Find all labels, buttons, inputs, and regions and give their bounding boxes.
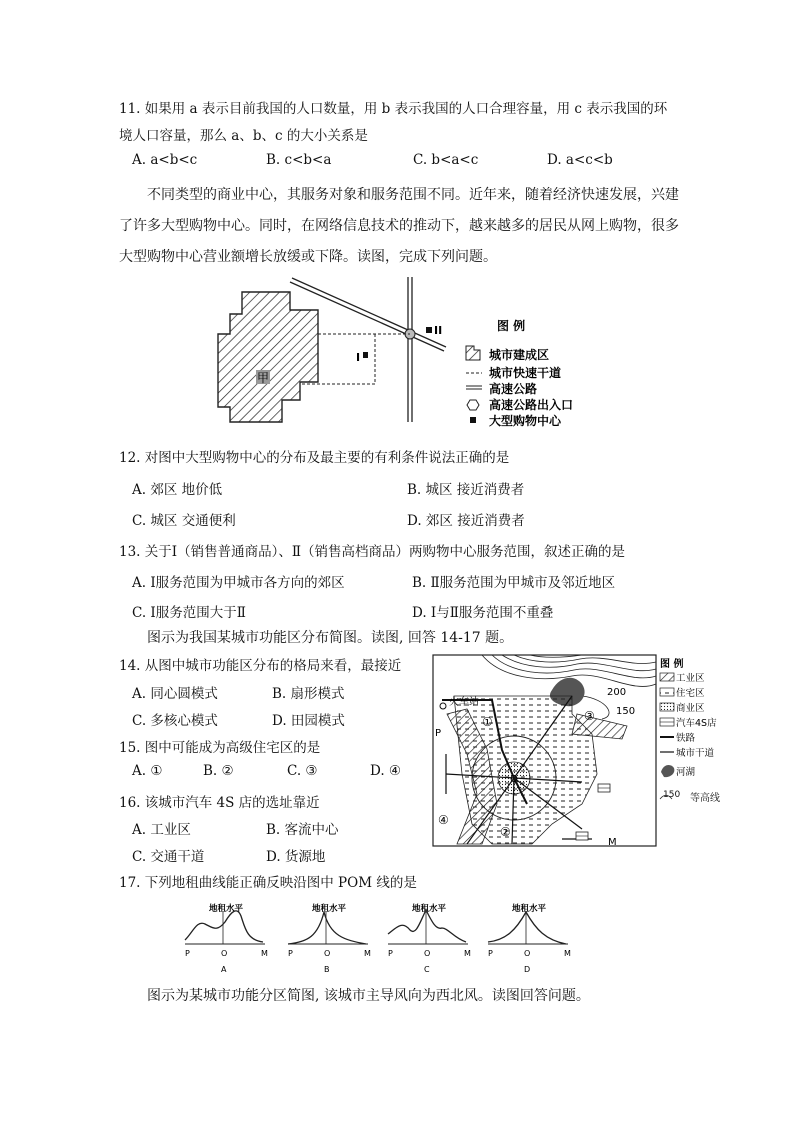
- passage1-line3: 大型购物中心营业额增长放缓或下降。读图，完成下列问题。: [119, 249, 497, 265]
- contour-150-label: 150: [616, 706, 636, 717]
- legend-auto-shop: 汽车4S店: [676, 718, 717, 729]
- q14-stem: 14. 从图中城市功能区分布的格局来看，最接近: [119, 658, 402, 674]
- legend-lake: 河湖: [676, 767, 696, 778]
- passage1-line1: 不同类型的商业中心，其服务对象和服务范围不同。近年来，随着经济快速发展，兴建: [147, 187, 679, 203]
- zone-1-label: ①: [482, 715, 493, 729]
- rent-level-label: 地租水平: [209, 904, 244, 914]
- q11-option-d: D. a<c<b: [547, 152, 613, 168]
- point-p-label: P: [435, 728, 442, 739]
- q12-stem: 12. 对图中大型购物中心的分布及最主要的有利条件说法正确的是: [119, 450, 510, 466]
- axis-label-o: O: [221, 949, 228, 958]
- axis-label-o: O: [424, 949, 431, 958]
- axis-label-p: P: [288, 949, 293, 958]
- station-label: 火车站: [449, 697, 479, 708]
- shopping-center-map: [210, 272, 610, 434]
- q14-option-c: C. 多核心模式: [132, 713, 218, 729]
- q11-option-b: B. c<b<a: [266, 152, 332, 168]
- legend-contour-sample: 150: [663, 790, 681, 800]
- mall-i-marker: [363, 352, 368, 358]
- axis-label-m: M: [464, 949, 471, 958]
- rent-curve: [388, 910, 466, 942]
- contour-200-label: 200: [607, 687, 627, 698]
- legend-commercial: 商业区: [676, 703, 705, 714]
- axis-label-p: P: [185, 949, 190, 958]
- rent-curve-panel-b: [288, 903, 371, 974]
- axis-label-p: P: [488, 949, 493, 958]
- legend-fast-road: 城市快速干道: [489, 366, 562, 380]
- legend-main-road: 城市干道: [676, 748, 715, 759]
- rent-curves: [180, 900, 590, 976]
- rent-curve: [288, 912, 366, 944]
- q14-option-a: A. 同心圆模式: [132, 686, 218, 702]
- point-m-label: M: [608, 837, 617, 848]
- panel-letter: D: [524, 965, 531, 974]
- q14-option-d: D. 田园模式: [272, 713, 345, 729]
- legend-expressway: 高速公路: [489, 382, 538, 396]
- legend-contour: 等高线: [690, 793, 720, 804]
- point-o-label: O: [510, 774, 518, 785]
- rent-level-label: 地租水平: [512, 904, 547, 914]
- rent-curve-panel-c: [388, 903, 471, 974]
- legend-railway: 铁路: [676, 733, 696, 744]
- mall-ii-label: II: [434, 324, 443, 337]
- q16-stem: 16. 该城市汽车 4S 店的选址靠近: [119, 795, 320, 811]
- q17-stem: 17. 下列地租曲线能正确反映沿图中 POM 线的是: [119, 875, 417, 891]
- q12-option-b: B. 城区 接近消费者: [407, 482, 525, 498]
- q11-option-c: C. b<a<c: [413, 152, 479, 168]
- q16-option-b: B. 客流中心: [266, 822, 339, 838]
- legend-mall: 大型购物中心: [489, 414, 562, 428]
- q15-option-c: C. ③: [287, 763, 318, 779]
- closing-text: 图示为某城市功能分区简图, 该城市主导风向为西北风。读图回答问题。: [147, 988, 590, 1004]
- q11-line2: 境人口容量，那么 a、b、c 的大小关系是: [119, 128, 368, 144]
- q11-line1: 11. 如果用 a 表示目前我国的人口数量，用 b 表示我国的人口合理容量，用 c 表示我国的环: [119, 101, 668, 117]
- legend-industrial: 工业区: [676, 673, 705, 684]
- zone-2-label: ②: [500, 825, 511, 839]
- axis-label-o: O: [324, 949, 331, 958]
- legend-residential: 住宅区: [676, 688, 705, 699]
- rent-level-label: 地租水平: [412, 904, 447, 914]
- q15-option-b: B. ②: [203, 763, 234, 779]
- legend-built-up: 城市建成区: [489, 348, 550, 362]
- rent-curve: [185, 911, 263, 942]
- q12-option-c: C. 城区 交通便利: [132, 513, 236, 529]
- q16-option-c: C. 交通干道: [132, 849, 205, 865]
- zone-4-label: ④: [438, 813, 449, 827]
- q15-stem: 15. 图中可能成为高级住宅区的是: [119, 740, 321, 756]
- rent-curve-panel-d: [488, 903, 571, 974]
- panel-letter: B: [324, 965, 330, 974]
- q13-option-a: A. Ⅰ服务范围为甲城市各方向的郊区: [132, 575, 345, 591]
- map1-legend-title: 图 例: [497, 319, 526, 333]
- q13-stem: 13. 关于Ⅰ（销售普通商品）、Ⅱ（销售高档商品）两购物中心服务范围，叙述正确的是: [119, 544, 626, 560]
- axis-label-p: P: [388, 949, 393, 958]
- intro2: 图示为我国某城市功能区分布简图。读图, 回答 14-17 题。: [147, 630, 514, 646]
- axis-label-m: M: [364, 949, 371, 958]
- q15-option-d: D. ④: [370, 763, 402, 779]
- q12-option-a: A. 郊区 地价低: [132, 482, 223, 498]
- q16-option-d: D. 货源地: [266, 849, 326, 865]
- rent-curve: [488, 912, 566, 944]
- mall-ii-marker: [426, 327, 432, 333]
- built-up-area: [218, 292, 318, 422]
- panel-letter: A: [221, 965, 227, 974]
- axis-label-m: M: [564, 949, 571, 958]
- q12-option-d: D. 郊区 接近消费者: [407, 513, 525, 529]
- mall-i-label: I: [356, 351, 361, 364]
- rent-curve-panel-a: [185, 903, 268, 974]
- axis-label-o: O: [524, 949, 531, 958]
- q13-option-c: C. Ⅰ服务范围大于Ⅱ: [132, 605, 246, 621]
- rent-level-label: 地租水平: [312, 904, 347, 914]
- q14-option-b: B. 扇形模式: [272, 686, 345, 702]
- city-label: 甲: [256, 371, 270, 385]
- zone-3-label: ③: [584, 709, 595, 723]
- passage1-line2: 了许多大型购物中心。同时，在网络信息技术的推动下，越来越多的居民从网上购物，很多: [119, 218, 679, 234]
- q16-option-a: A. 工业区: [132, 822, 191, 838]
- axis-label-m: M: [261, 949, 268, 958]
- q11-option-a: A. a<b<c: [132, 152, 198, 168]
- q13-option-d: D. Ⅰ与Ⅱ服务范围不重叠: [412, 605, 554, 621]
- map2-legend-title: 图 例: [660, 659, 684, 670]
- q15-option-a: A. ①: [132, 763, 163, 779]
- q13-option-b: B. Ⅱ服务范围为甲城市及邻近地区: [412, 575, 616, 591]
- panel-letter: C: [424, 965, 430, 974]
- legend-exit: 高速公路出入口: [489, 398, 574, 412]
